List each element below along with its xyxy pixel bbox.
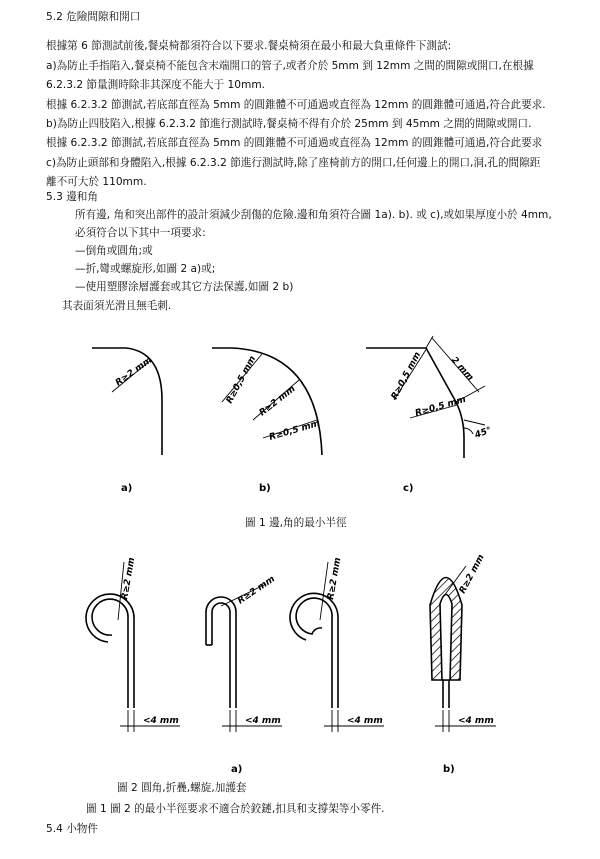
fig2-label-a: a) [231, 764, 243, 775]
paragraph: 必須符合以下其中一項要求: [75, 227, 206, 239]
paragraph: b)為防止四肢陷入,根據 6.2.3.2 節進行測試時,餐桌椅不得有介於 25mm 到 45mm 之間的間隙或開口. [46, 118, 532, 130]
fig2-hook [92, 599, 128, 708]
paragraph: c)為防止頭部和身體陷入,根據 6.2.3.2 節進行測試時,除了座椅前方的開口,任何邊上的開口,洞,孔的間隙距 [46, 157, 541, 169]
list-item: —折,彎或螺旋形,如圖 2 a)或; [75, 263, 216, 275]
fig1b-radius-small-label: R≥0,5 mm [224, 354, 259, 406]
paragraph: 6.2.3.2 節量測時除非其深度不能大于 10mm. [46, 79, 266, 91]
fig2-radius-label-4: R≥2 mm [457, 553, 487, 596]
fig2-radius-label-2: R≥2 mm [236, 574, 278, 607]
fig1c-radius-left-label: R≥0,5 mm [389, 350, 424, 402]
fig1c-chamfer-label: 2 mm [448, 355, 476, 383]
fig1c-radius-right-label: R≥0,5 mm [414, 394, 468, 419]
section-5-4-heading: 5.4 小物件 [46, 823, 98, 835]
section-5-2-heading: 5.2 危險間隙和開口 [46, 11, 141, 23]
fig2-radius-label-3: R≥2 mm [326, 556, 344, 601]
list-item: —倒角或圓角;或 [75, 245, 153, 257]
fig1-label-a: a) [121, 483, 133, 494]
list-item: —使用塑膠涂層護套或其它方法保護,如圖 2 b) [75, 281, 294, 293]
paragraph: a)為防止手指陷入,餐桌椅不能包含末端開口的管子,或者介於 5mm 到 12mm 之間的間隙或開口,在根據 [46, 60, 534, 72]
section-5-3-heading: 5.3 邊和角 [46, 191, 98, 203]
fig2-fold [212, 603, 230, 708]
paragraph: 根據 6.2.3.2 節測試,若底部直徑為 5mm 的圓錐體不可通過或直徑為 12mm 的圓錐體可通過,符合此要求 [46, 137, 543, 149]
fig1b-radius-large-label: R≥2 mm [257, 384, 298, 419]
paragraph: 根據第 6 節測試前後,餐桌椅都須符合以下要求.餐桌椅須在最小和最大負重條件下測試: [46, 40, 452, 52]
fig1c-angle-label: 45° [473, 425, 494, 441]
fig1-label-c: c) [403, 483, 414, 494]
figure-2-caption: 圖 2 圓角,折疊,螺旋,加護套 [117, 782, 247, 794]
fig1-label-b: b) [259, 483, 271, 494]
paragraph: 根據 6.2.3.2 節測試,若底部直徑為 5mm 的圓錐體不可通過或直徑為 12mm 的圓錐體可通過,符合此要求. [46, 99, 546, 111]
paragraph: 離不可大於 110mm. [46, 176, 147, 188]
fig1b-radius-small-label-2: R≥0,5 mm [268, 418, 322, 443]
fig2-radius-label-1: R≥2 mm [120, 556, 138, 601]
fig2-thickness-label-1: <4 mm [143, 716, 179, 726]
paragraph: 其表面須光滑且無毛刺. [62, 300, 172, 312]
fig2-thickness-label-2: <4 mm [245, 716, 281, 726]
paragraph: 所有邊, 角和突出部件的設計須減少刮傷的危險.邊和角須符合圖 1a). b). 或 c),或如果厚度小於 4mm, [75, 209, 552, 221]
figure-1-caption: 圖 1 邊,角的最小半徑 [245, 517, 347, 529]
fig1a-radius-label: R≥2 mm [113, 355, 155, 389]
fig2-thickness-label-3: <4 mm [347, 716, 383, 726]
fig2-thickness-label-4: <4 mm [458, 716, 494, 726]
figure-note: 圖 1 圖 2 的最小半徑要求不適合於鉸鏈,扣具和支撐架等小零件. [86, 803, 385, 815]
fig2-spiral [296, 598, 332, 708]
fig2-label-b: b) [443, 764, 455, 775]
